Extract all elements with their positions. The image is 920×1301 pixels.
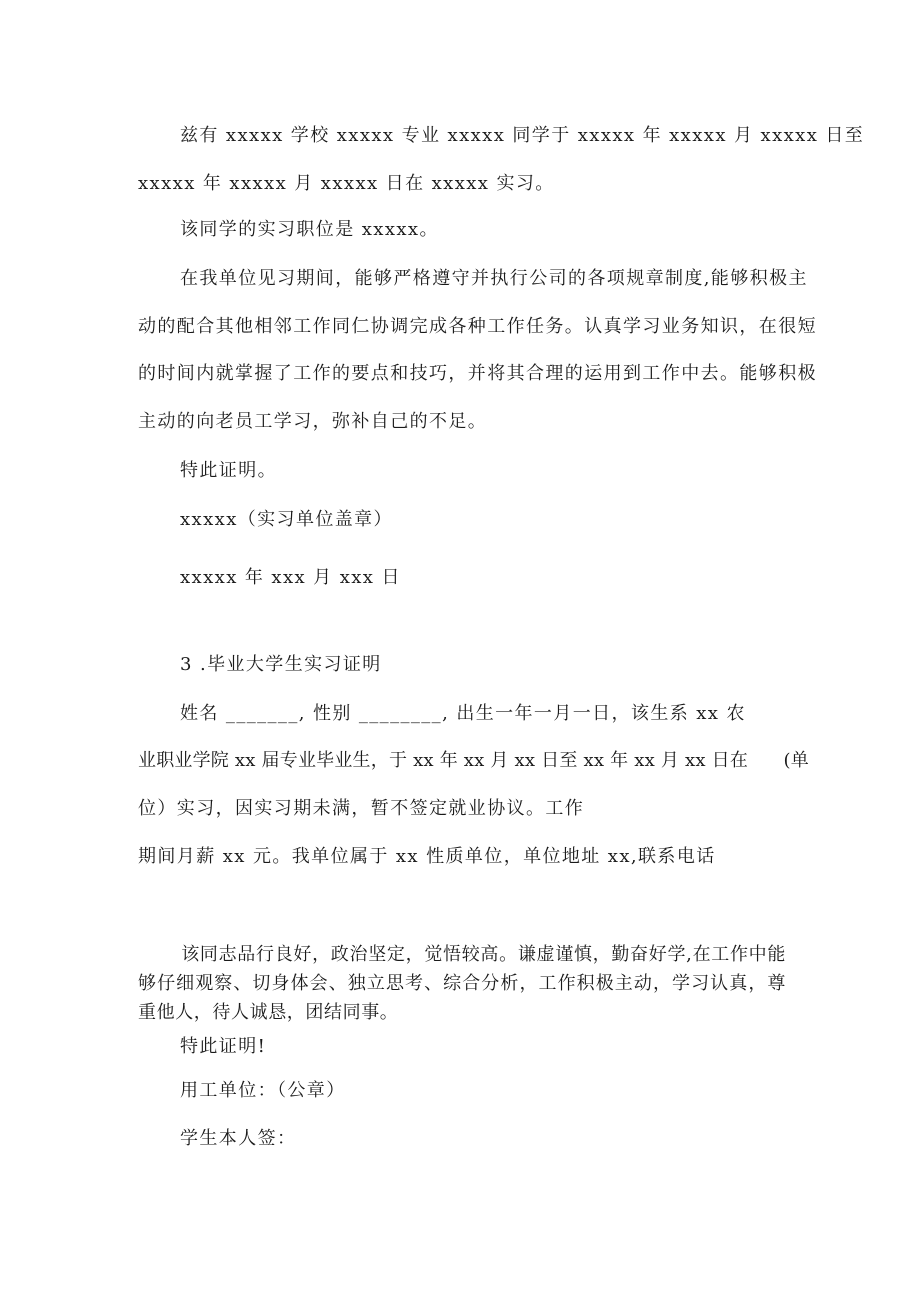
cert2-info-line3: 位）实习，因实习期未满，暂不签定就业协议。工作 [138,798,585,819]
cert2-employer: 用工单位：（公章） [180,1080,346,1101]
cert2-info-line1: 姓名 _______, 性别 ________, 出生一年一月一日，该生系 xx 农 [180,703,746,724]
cert2-info-line4: 期间月薪 xx 元。我单位属于 xx 性质单位，单位地址 xx,联系电话 [138,846,716,867]
cert2-closing: 特此证明! [180,1036,267,1057]
cert2-info-line2: 业职业学院 xx 届专业毕业生，于 xx 年 xx 月 xx 日至 xx 年 xx 月 xx 日在 (单 [138,750,809,771]
cert1-date: xxxxx 年 xxx 月 xxx 日 [180,567,401,588]
cert2-student-sign: 学生本人签： [180,1128,297,1149]
cert2-evaluation: 该同志品行良好，政治坚定，觉悟较高。谦虚谨慎，勤奋好学,在工作中能够仔细观察、切身体会、独立思考、综合分析，工作积极主动，学习认真，尊重他人，待人诚恳，团结同事。 [138,944,786,1023]
cert1-closing: 特此证明。 [180,460,277,481]
cert1-stamp: xxxxx（实习单位盖章） [180,509,393,530]
cert1-eval-line2: 动的配合其他相邻工作同仁协调完成各种工作任务。认真学习业务知识，在很短 [138,316,817,337]
cert1-intro-line1: 兹有 xxxxx 学校 xxxxx 专业 xxxxx 同学于 xxxxx 年 xxxxx 月 xxxxx 日至 [180,125,865,146]
cert2-heading: 3 .毕业大学生实习证明 [180,654,382,675]
cert1-eval-line3: 的时间内就掌握了工作的要点和技巧，并将其合理的运用到工作中去。能够积极 [138,363,817,384]
cert1-position: 该同学的实习职位是 xxxxx。 [180,219,439,240]
cert1-eval-line1: 在我单位见习期间，能够严格遵守并执行公司的各项规章制度,能够积极主 [180,268,808,289]
cert1-eval-line4: 主动的向老员工学习，弥补自己的不足。 [138,411,488,432]
cert1-intro-line2: xxxxx 年 xxxxx 月 xxxxx 日在 xxxxx 实习。 [138,173,555,194]
